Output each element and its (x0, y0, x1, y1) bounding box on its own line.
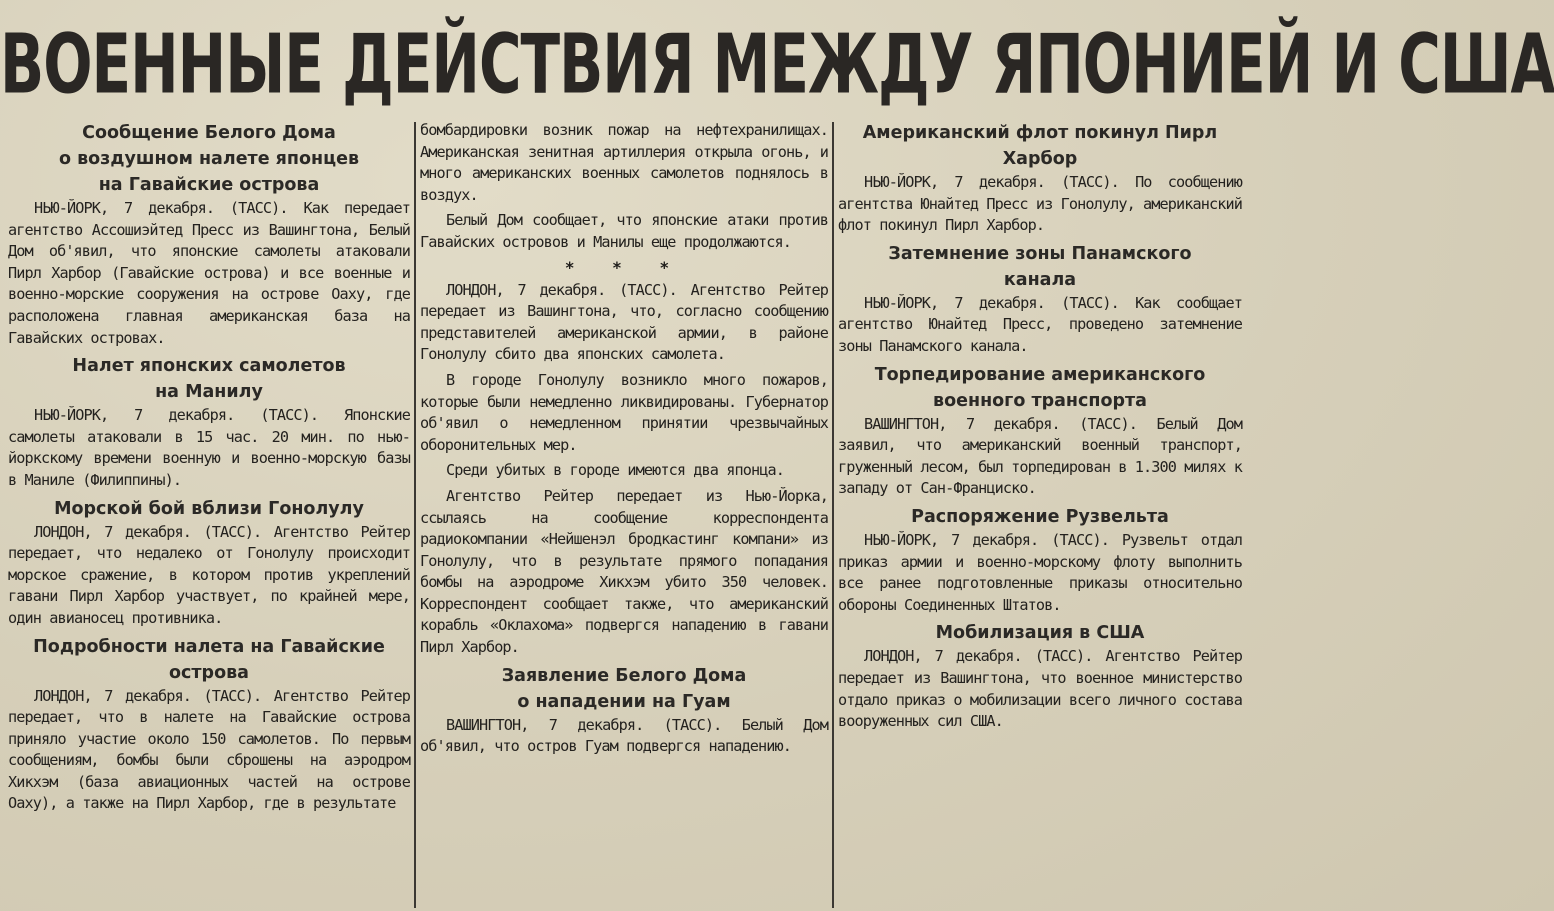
article-body-manila-raid: НЬЮ-ЙОРК, 7 декабря. (ТАСС). Японские самолеты атаковали в 15 час. 20 мин. по нью-йоркскому времени военную и военно-морскую базы в Маниле (Филиппины). (8, 406, 410, 489)
article-title-naval-battle (8, 496, 410, 522)
article-title-manila-raid (8, 353, 410, 405)
title-line: военного транспорта (933, 390, 1147, 411)
article-title-panama-blackout (838, 241, 1242, 293)
paragraph-reuters-london: ЛОНДОН, 7 декабря. (ТАСС). Агентство Рейтер передает из Вашингтона, что, согласно сообщению представителей американской армии, в районе Гонолулу сбито два японских самолета. (420, 280, 828, 364)
title-line: Заявление Белого Дома (501, 665, 747, 686)
paragraph-killed: Среди убитых в городе имеются два японца. (446, 461, 784, 480)
title-line: острова (169, 662, 249, 683)
title-line: на Гавайские острова (98, 175, 320, 195)
article-body-torpedo: ВАШИНГТОН, 7 декабря. (ТАСС). Белый Дом заявил, что американский военный транспорт, груженный лесом, был торпедирован в 1.300 милях к западу от Сан-Франциско. (838, 414, 1242, 498)
paragraph-white-house-continues: Белый Дом сообщает, что японские атаки против Гавайских островов и Манилы еще продолжаются. (420, 211, 828, 251)
article-title-white-house-raid (8, 120, 410, 198)
column-rule-right (832, 122, 834, 908)
title-line: Харбор (1002, 149, 1078, 169)
column-rule-left (414, 122, 416, 908)
article-title-guam (420, 663, 828, 715)
title-line: на Манилу (155, 382, 263, 403)
paragraph-honolulu-fires: В городе Гонолулу возникло много пожаров, которые были немедленно ликвидированы. Губернатор об'явил о немедленном принятии чрезвычайных оборонительных мер. (420, 370, 828, 454)
title-line: о воздушном налете японцев (58, 149, 360, 169)
article-body-continuation: бомбардировки возник пожар на нефтехранилищах. Американская зенитная артиллерия открыла огонь, и много американских военных самолетов поднялось в воздух. (420, 121, 828, 204)
page-headline: ВОЕННЫЕ ДЕЙСТВИЯ МЕЖДУ ЯПОНИЕЙ И США (0, 15, 1554, 113)
article-body-white-house-raid: НЬЮ-ЙОРК, 7 декабря. (ТАСС). Как передает агентство Ассошиэйтед Пресс из Вашингтона, Белый Дом об'явил, что японские самолеты атаковали Пирл Харбор (Гавайские острова) и все военные и военно-морские сооружения на острове Оаху, где расположена главная американская база на Гавайских островах. (8, 199, 410, 347)
section-separator-stars: * * * (564, 257, 684, 277)
title-line: Сообщение Белого Дома (82, 123, 336, 143)
article-body-mobilization: ЛОНДОН, 7 декабря. (ТАСС). Агентство Рейтер передает из Вашингтона, что военное министерство отдало приказ о мобилизации всего личного состава вооруженных сил США. (838, 647, 1242, 731)
article-title-roosevelt-order (838, 504, 1242, 530)
title-line: Мобилизация в США (935, 623, 1145, 644)
title-line: Подробности налета на Гавайские (33, 636, 385, 657)
article-title-fleet-left (838, 120, 1242, 172)
title-line: Торпедирование американского (874, 364, 1206, 385)
article-body-fleet-left: НЬЮ-ЙОРК, 7 декабря. (ТАСС). По сообщению агентства Юнайтед Пресс из Гонолулу, американский флот покинул Пирл Харбор. (838, 173, 1242, 235)
title-line: Затемнение зоны Панамского (888, 243, 1192, 264)
title-line: канала (1003, 269, 1077, 290)
title-line: о нападении на Гуам (517, 691, 731, 712)
article-body-naval-battle: ЛОНДОН, 7 декабря. (ТАСС). Агентство Рейтер передает, что недалеко от Гонолулу происходит морское сражение, в котором против укреплений гавани Пирл Харбор участвует, по крайней мере, один авианосец противника. (8, 522, 410, 627)
paragraph-hickam: Агентство Рейтер передает из Нью-Йорка, ссылаясь на сообщение корреспондента радиокомпании «Нейшенэл бродкастинг компани» из Гонолулу, что в результате прямого попадания бомбы на аэродроме Хикхэм убито 350 человек. Корреспондент сообщает также, что американский корабль «Оклахома» подвергся нападению в гавани Пирл Харбор. (420, 486, 828, 657)
column-2 (420, 120, 828, 908)
article-body-roosevelt-order: НЬЮ-ЙОРК, 7 декабря. (ТАСС). Рузвельт отдал приказ армии и военно-морскому флоту выполнить все ранее подготовленные приказы относительно обороны Соединенных Штатов. (838, 530, 1242, 614)
title-line: Налет японских самолетов (72, 356, 346, 377)
title-line: Распоряжение Рузвельта (911, 506, 1169, 527)
title-line: Американский флот покинул Пирл (862, 123, 1218, 143)
article-title-raid-details (8, 634, 410, 686)
article-body-guam: ВАШИНГТОН, 7 декабря. (ТАСС). Белый Дом об'явил, что остров Гуам подвергся нападению. (420, 715, 828, 756)
column-1 (8, 120, 410, 908)
article-title-torpedo (838, 362, 1242, 414)
article-body-panama-blackout: НЬЮ-ЙОРК, 7 декабря. (ТАСС). Как сообщает агентство Юнайтед Пресс, проведено затемнение зоны Панамского канала. (838, 293, 1242, 355)
article-title-mobilization (838, 620, 1242, 646)
title-line: Морской бой вблизи Гонолулу (54, 498, 364, 519)
article-body-raid-details: ЛОНДОН, 7 декабря. (ТАСС). Агентство Рейтер передает, что в налете на Гавайские острова приняло участие около 150 самолетов. По первым сообщениям, бомбы были сброшены на аэродром Хикхэм (база авиационных частей на острове Оаху), а также на Пирл Харбор, где в результате (8, 686, 410, 813)
column-3 (838, 120, 1242, 908)
